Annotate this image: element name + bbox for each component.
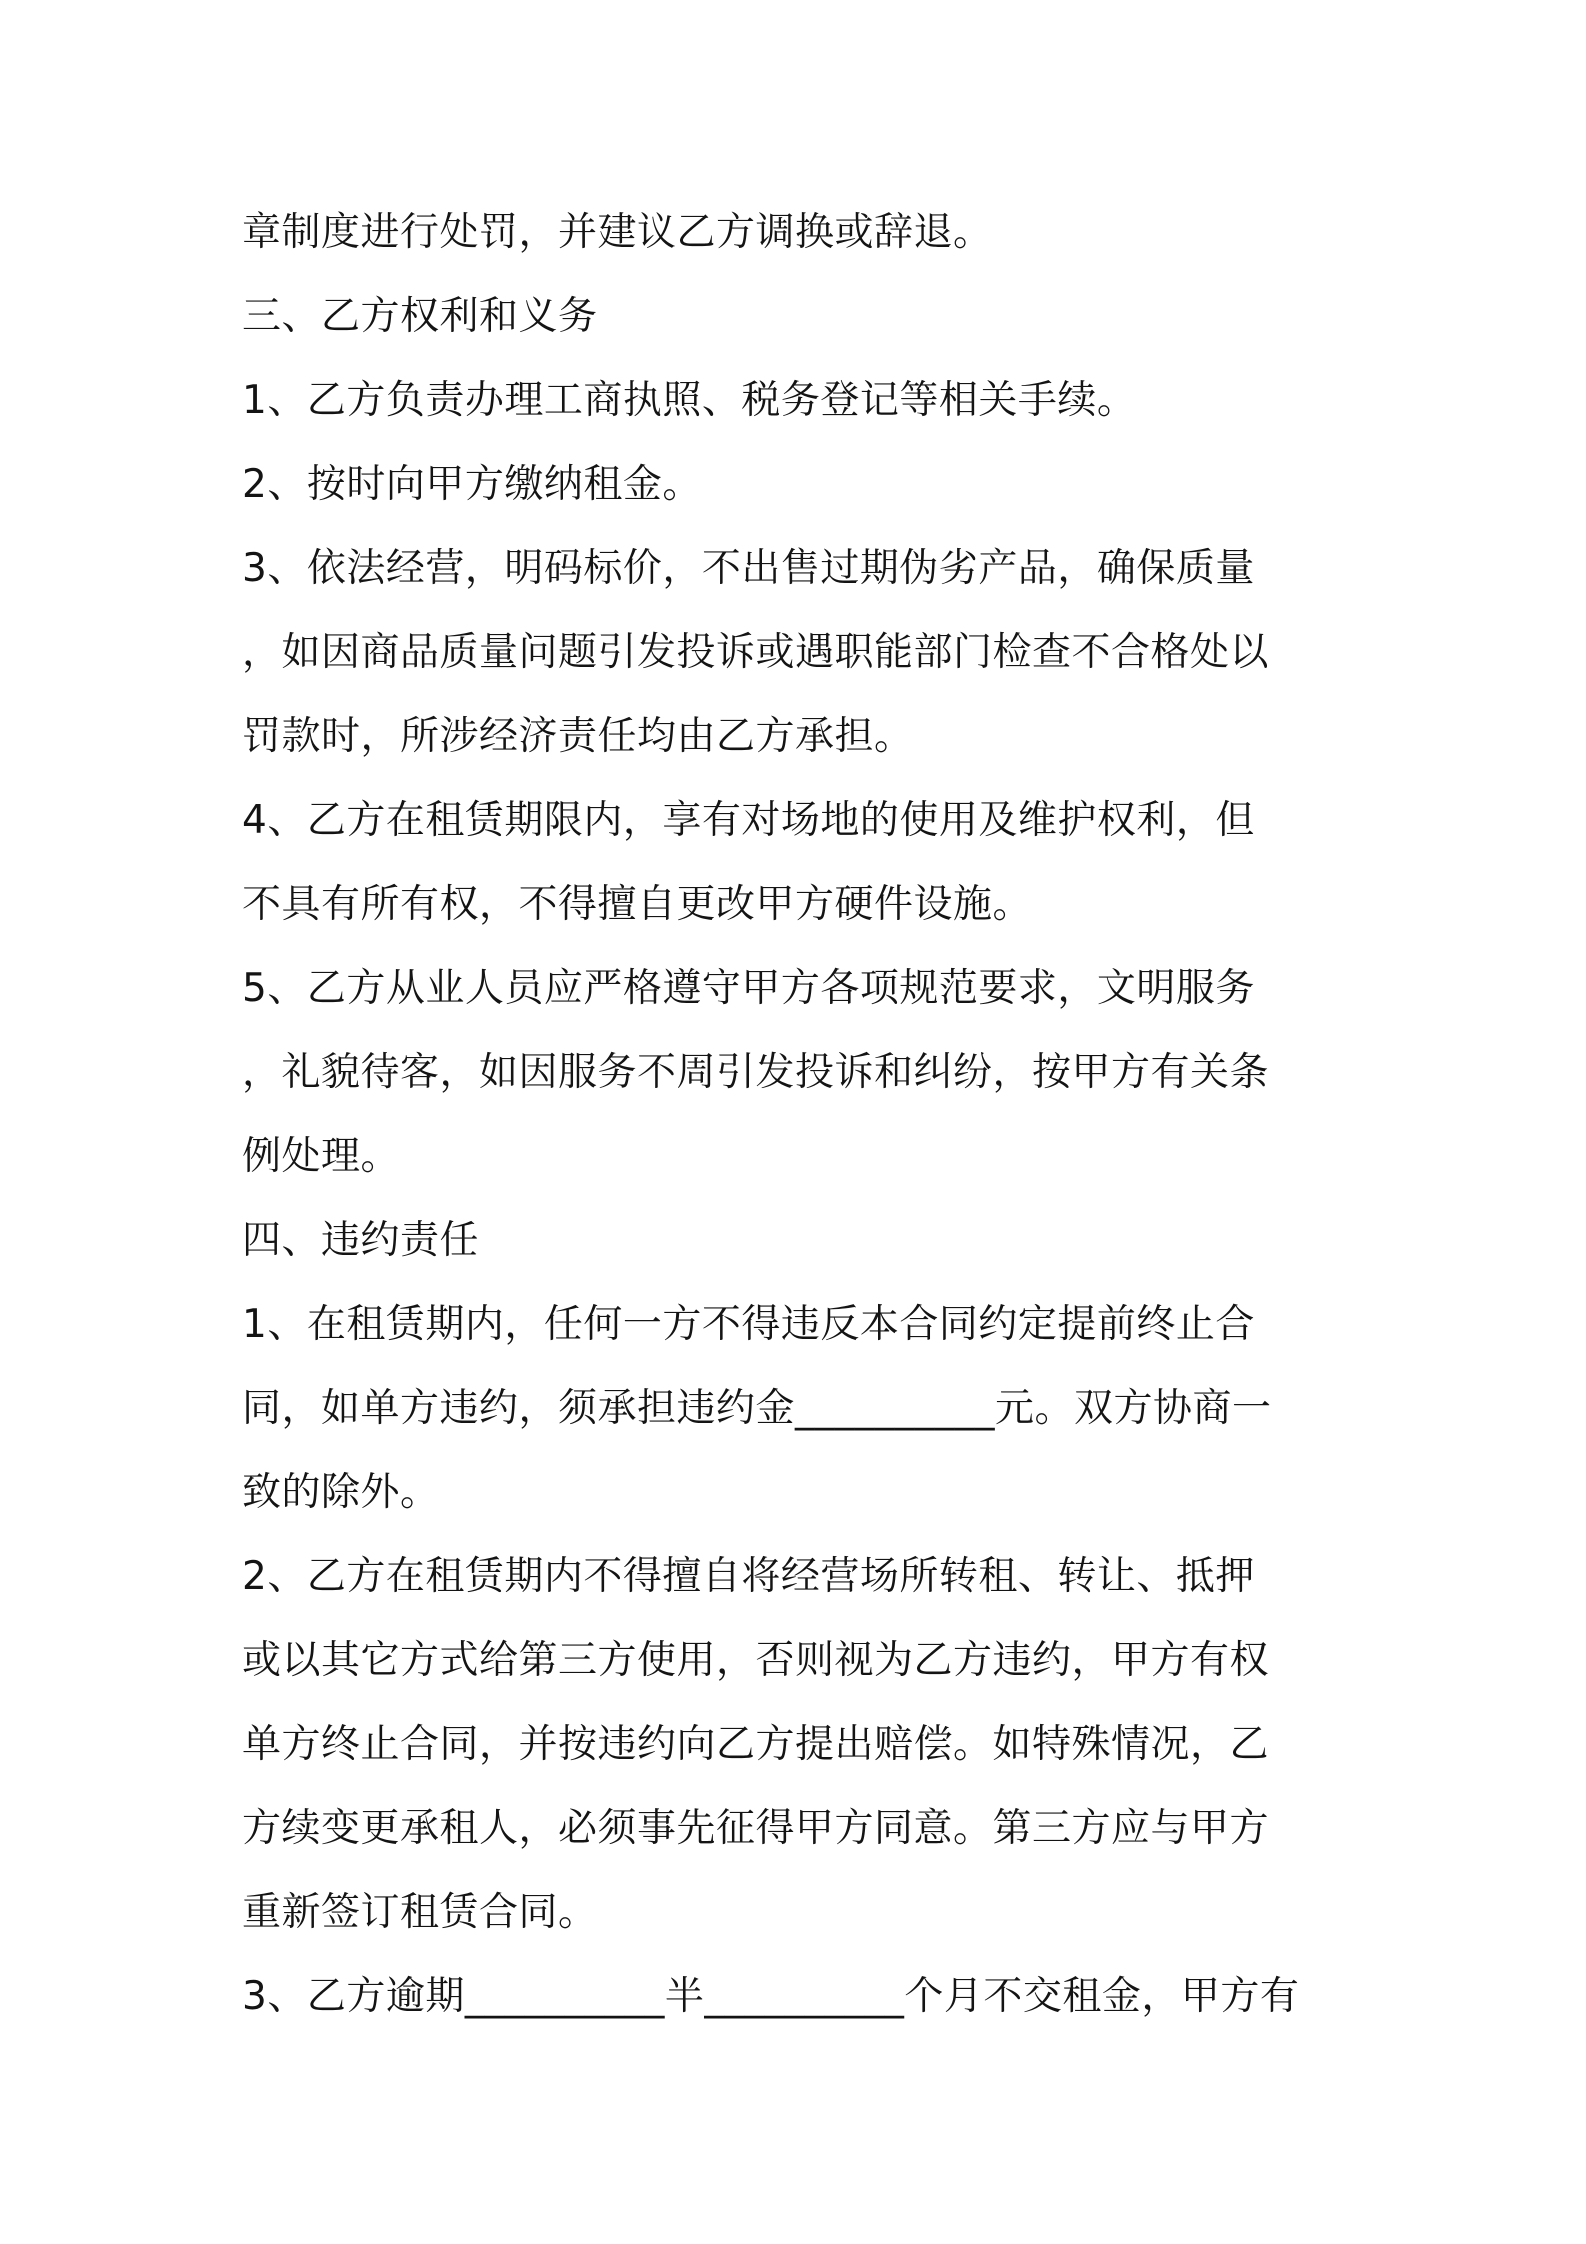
section-heading-rights-obligations: 三、乙方权利和义务	[242, 294, 598, 339]
text-line: 单方终止合同，并按违约向乙方提出赔偿。如特殊情况，乙	[242, 1722, 1270, 1767]
section-heading-liability: 四、违约责任	[242, 1218, 480, 1263]
text-line: 不具有所有权，不得擅自更改甲方硬件设施。	[242, 882, 1033, 927]
text-line: 方续变更承租人，必须事先征得甲方同意。第三方应与甲方	[242, 1806, 1270, 1851]
text-line: ，礼貌待客，如因服务不周引发投诉和纠纷，按甲方有关条	[242, 1050, 1270, 1095]
text-line: 例处理。	[242, 1134, 401, 1179]
text-line: 罚款时，所涉经济责任均由乙方承担。	[242, 714, 914, 759]
text-line: 3、依法经营，明码标价，不出售过期伪劣产品，确保质量	[242, 546, 1255, 591]
contract-text-body	[242, 191, 1362, 2039]
text-line: 2、乙方在租赁期内不得擅自将经营场所转租、转让、抵押	[242, 1554, 1255, 1599]
text-line: 1、在租赁期内，任何一方不得违反本合同约定提前终止合	[242, 1302, 1255, 1347]
text-line: 重新签订租赁合同。	[242, 1890, 598, 1935]
text-line: 或以其它方式给第三方使用，否则视为乙方违约，甲方有权	[242, 1638, 1270, 1683]
text-line: 同，如单方违约，须承担违约金__________元。双方协商一	[242, 1386, 1272, 1431]
text-line: 章制度进行处罚，并建议乙方调换或辞退。	[242, 210, 993, 255]
text-line: 1、乙方负责办理工商执照、税务登记等相关手续。	[242, 378, 1137, 423]
text-line: ，如因商品质量问题引发投诉或遇职能部门检查不合格处以	[242, 630, 1270, 675]
text-line: 3、乙方逾期__________半__________个月不交租金，甲方有	[242, 1974, 1300, 2019]
text-line: 2、按时向甲方缴纳租金。	[242, 462, 702, 507]
text-line: 致的除外。	[242, 1470, 440, 1515]
text-line: 5、乙方从业人员应严格遵守甲方各项规范要求，文明服务	[242, 966, 1255, 1011]
text-line: 4、乙方在租赁期限内，享有对场地的使用及维护权利，但	[242, 798, 1255, 843]
